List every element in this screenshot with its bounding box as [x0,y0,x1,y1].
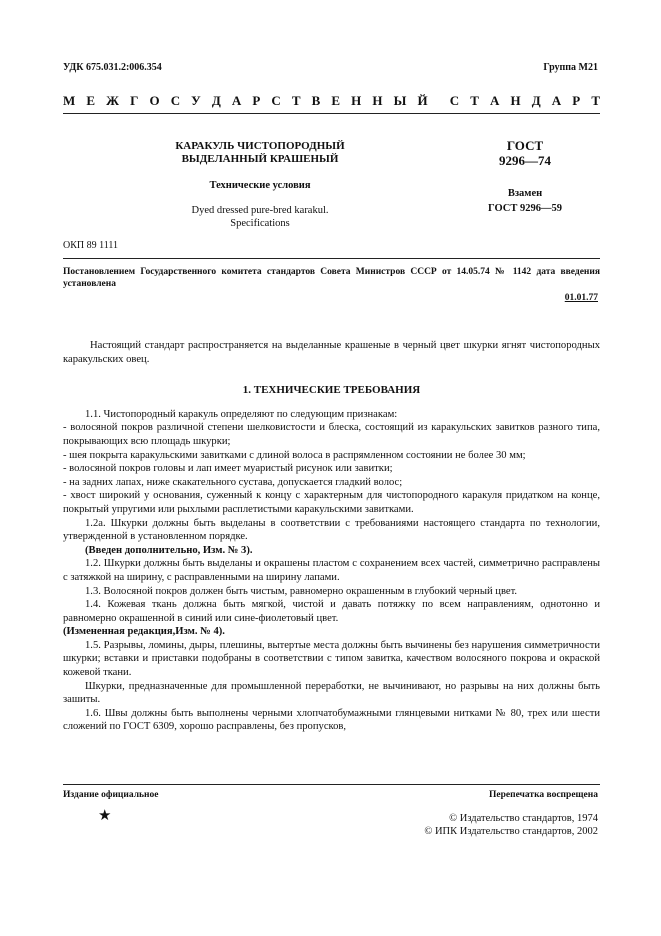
amendment-note: (Введен дополнительно, Изм. № 3). [85,544,253,556]
paragraph-1-6: 1.6. Швы должны быть выполнены черными хлопчатобумажными глянцевыми нитками № 80, трех или шести сложений по ГОСТ 6309, хорошо расправлены, без пропусков, [63,707,600,733]
paragraph-1-5: 1.5. Разрывы, ломины, дыры, плешины, вытертые места должны быть вычинены без нарушения симметричности шкурки; вставки и приставки подобраны в соответствии с типом завитка, качеством волосяного покрова и окраской кожевой ткани. [63,639,600,679]
banner-letter: О [149,93,160,108]
paragraph-1-5-note: Шкурки, предназначенные для промышленной переработки, не вычинивают, но разрывы на них должны быть зашиты. [63,680,600,706]
gost-block [470,138,580,216]
banner-letter: Й [417,93,428,108]
decree-text: Постановлением Государственного комитета стандартов Совета Министров СССР от 14.05.74 № 1142 дата введения установлена [63,267,600,289]
list-item: - волосяной покров различной степени шелковистости и блеска, состоящий из каракульских завитков разного типа, покрывающих всю площадь шкурки; [63,422,600,447]
banner-letter: Д [211,93,221,108]
banner-letter: Н [510,93,521,108]
banner-letter: Р [572,93,581,108]
banner-letter: Р [252,93,261,108]
replaces-label: Взамен [507,188,543,199]
udk-code: УДК 675.031.2:006.354 [63,62,162,73]
footer-rule [63,784,600,785]
amendment-note: (Измененная редакция,Изм. № 4). [63,626,225,638]
title-line-2: ВЫДЕЛАННЫЙ КРАШЕНЫЙ [181,153,339,165]
paragraph-1-4: 1.4. Кожевая ткань должна быть мягкой, чистой и давать потяжку по всем направлениям, однотонно и равномерно окрашенной в синий или сине-фиолетовый цвет. [63,599,600,624]
list-item: - волосяной покров головы и лап имеет муаристый рисунок или завитки; [63,463,393,475]
banner-letter: С [449,93,460,108]
english-title-2: Specifications [230,218,290,229]
english-title-1: Dyed dressed pure-bred karakul. [191,205,329,216]
copyright-block [424,812,598,838]
effective-date: 01.01.77 [564,293,598,303]
list-item: - на задних лапах, ниже скакательного сустава, допускается гладкий волос; [63,476,403,488]
title-line-1: КАРАКУЛЬ ЧИСТОПОРОДНЫЙ [175,140,345,152]
banner-letter: Ы [393,93,407,108]
banner-letter: С [271,93,281,108]
list-item: - шея покрыта каракульскими завитками с длиной волоса в распрямленном состоянии не более 30 мм; [63,449,526,461]
paragraph-1-3: 1.3. Волосяной покров должен быть чистым, равномерно окрашенным в глубокий черный цвет. [85,585,518,597]
intro-paragraph: Настоящий стандарт распространяется на выделанные крашеные в черный цвет шкурки ягнят чистопородных каракульских овец. [63,340,600,365]
gost-number: 9296—74 [499,153,551,168]
banner-letter: Ж [106,93,119,108]
banner-letter: А [231,93,242,108]
banner-letter: Д [531,93,541,108]
banner-letter: М [63,93,76,108]
group-code: Группа М21 [543,62,598,73]
gost-label: ГОСТ [506,138,544,153]
okp-rule [63,258,600,259]
banner-letter: В [311,93,321,108]
banner-letter: Н [351,93,362,108]
banner-letter: А [551,93,562,108]
banner-letter: Т [291,93,301,108]
banner-letter: С [170,93,181,108]
copyright-2002: © ИПК Издательство стандартов, 2002 [424,826,598,837]
banner-letter: Т [470,93,479,108]
paragraph-1-2: 1.2. Шкурки должны быть выделаны и окрашены пластом с сохранением всех частей, симметрично расправлены с затяжкой на ширину, с расправленными на ширину лапами. [63,558,600,583]
header-rule [63,113,600,114]
replaces-standard: ГОСТ 9296—59 [488,203,562,214]
title-block [150,140,370,230]
banner-letter: Е [86,93,96,108]
document-body [63,339,600,734]
paragraph-1-2a: 1.2а. Шкурки должны быть выделаны в соответствии с требованиями настоящего стандарта по технологии, утвержденной в установленном порядке. [63,517,600,543]
copyright-1974: © Издательство стандартов, 1974 [449,813,598,824]
banner-letter: У [191,93,201,108]
star-icon: ★ [98,808,112,824]
standard-banner [63,93,600,109]
section-title: 1. ТЕХНИЧЕСКИЕ ТРЕБОВАНИЯ [242,384,421,397]
banner-letter: Г [130,93,139,108]
list-item: - хвост широкий у основания, суженный к концу с характерным для чистопородного каракуля придатком на конце, покрытый упругими или рыхлыми расплетистыми каракульскими завитками. [63,490,600,515]
banner-letter: А [490,93,500,108]
paragraph-1-1: 1.1. Чистопородный каракуль определяют по следующим признакам: [85,408,398,420]
reprint-notice: Перепечатка воспрещена [488,790,598,800]
subtitle: Технические условия [209,180,311,191]
banner-letter: Н [372,93,383,108]
banner-letter: Т [591,93,600,108]
okp-code: ОКП 89 1111 [63,240,118,251]
banner-letter: Е [331,93,341,108]
official-edition: Издание официальное [63,790,159,800]
